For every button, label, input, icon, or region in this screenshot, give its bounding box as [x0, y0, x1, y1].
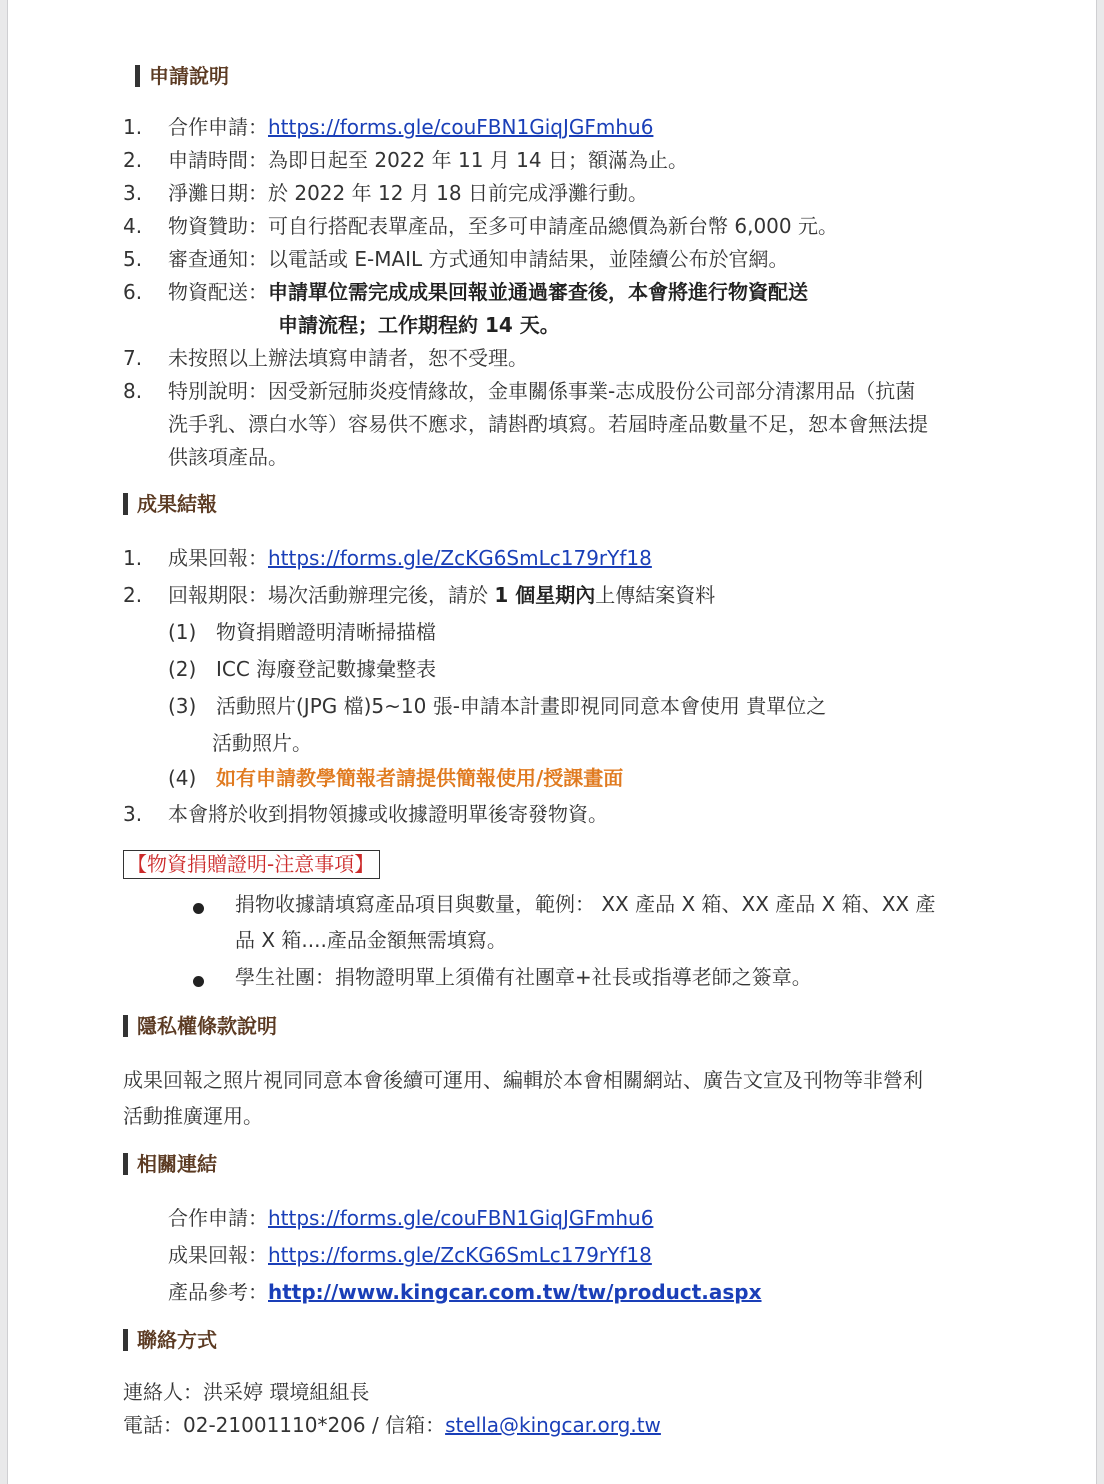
item-number: 5.: [123, 247, 143, 271]
paragraph-text: 活動推廣運用。: [123, 1104, 263, 1128]
report-form-link[interactable]: https://forms.gle/ZcKG6SmLc179rYf18: [268, 546, 652, 570]
heading-text: 隱私權條款說明: [137, 1014, 277, 1038]
heading-text: 成果結報: [137, 492, 217, 516]
sub-item-text: 活動照片。: [212, 731, 312, 755]
item-number: 3.: [123, 181, 143, 205]
list-item-text: 申請時間：為即日起至 2022 年 11 月 14 日；額滿為止。: [168, 148, 688, 172]
contact-line: [123, 1415, 661, 1435]
bold-text: 申請流程；工作期程約 14 天。: [278, 313, 560, 337]
item-number: 2.: [123, 583, 143, 607]
bullet-text: 捐物收據請填寫產品項目與數量，範例： XX 產品 X 箱、XX 產品 X 箱、XX 產: [235, 892, 936, 916]
heading-bar-icon: [135, 65, 140, 87]
list-item-text: 審查通知：以電話或 E-MAIL 方式通知申請結果，並陸續公布於官網。: [168, 247, 789, 271]
section-heading-apply: [135, 65, 229, 87]
sub-item-text: 活動照片(JPG 檔)5~10 張-申請本計畫即視同同意本會使用 貴單位之: [216, 694, 827, 718]
heading-bar-icon: [123, 1329, 128, 1351]
notice-title-box: 【物資捐贈證明-注意事項】: [123, 850, 380, 879]
section-heading-privacy: [123, 1015, 277, 1037]
item-text: 回報期限：場次活動辦理完後，請於: [168, 583, 495, 607]
list-item: [123, 117, 149, 137]
item-label: 物資配送：: [168, 280, 268, 304]
sub-item-number: (2): [168, 657, 197, 681]
sub-item-text: ICC 海廢登記數據彙整表: [216, 657, 437, 681]
link-row: [168, 1208, 653, 1228]
contact-email-link[interactable]: stella@kingcar.org.tw: [445, 1413, 661, 1437]
sub-item-number: (4): [168, 766, 197, 790]
heading-bar-icon: [123, 1153, 128, 1175]
heading-text: 申請說明: [149, 64, 229, 88]
report-form-link[interactable]: https://forms.gle/ZcKG6SmLc179rYf18: [268, 1243, 652, 1267]
link-label: 產品參考：: [168, 1280, 268, 1304]
link-label: 合作申請：: [168, 1206, 268, 1230]
section-heading-links: [123, 1153, 217, 1175]
item-number: 4.: [123, 214, 143, 238]
bullet-text: 品 X 箱....產品金額無需填寫。: [235, 928, 507, 952]
apply-form-link[interactable]: https://forms.gle/couFBN1GiqJGFmhu6: [268, 1206, 654, 1230]
item-label: 合作申請：: [168, 115, 268, 139]
bold-text: 申請單位需完成成果回報並通過審查後，本會將進行物資配送: [268, 280, 808, 304]
list-item-content: [168, 117, 653, 137]
bullet-text: 學生社團：捐物證明單上須備有社團章+社長或指導老師之簽章。: [235, 965, 812, 989]
link-row: [168, 1245, 652, 1265]
product-reference-link[interactable]: http://www.kingcar.com.tw/tw/product.aspx: [268, 1280, 762, 1304]
contact-phone: 電話：02-21001110*206 / 信箱：: [123, 1413, 446, 1437]
sub-item-number: (3): [168, 694, 197, 718]
section-heading-contact: [123, 1329, 217, 1351]
sub-item-number: (1): [168, 620, 197, 644]
bullet-icon: [193, 970, 204, 990]
heading-bar-icon: [123, 493, 128, 515]
heading-text: 相關連結: [137, 1152, 217, 1176]
bold-text: 1 個星期內: [494, 583, 596, 607]
item-number: 8.: [123, 379, 143, 403]
list-item-text: 未按照以上辦法填寫申請者，恕不受理。: [168, 346, 528, 370]
paragraph-text: 成果回報之照片視同同意本會後續可運用、編輯於本會相關網站、廣告文宣及刊物等非營利: [123, 1068, 923, 1092]
item-number: 6.: [123, 280, 143, 304]
sub-item-text: 物資捐贈證明清晰掃描檔: [216, 620, 436, 644]
heading-bar-icon: [123, 1015, 128, 1037]
link-label: 成果回報：: [168, 1243, 268, 1267]
heading-text: 聯絡方式: [137, 1328, 217, 1352]
list-item-text: 物資贊助：可自行搭配表單產品，至多可申請產品總價為新台幣 6,000 元。: [168, 214, 838, 238]
link-row: [168, 1282, 762, 1302]
bullet-icon: [193, 897, 204, 917]
list-item-content: [168, 585, 715, 605]
section-heading-report: [123, 493, 217, 515]
list-item-content: [168, 282, 808, 302]
item-number: 3.: [123, 802, 143, 826]
list-item-text: 特別說明：因受新冠肺炎疫情緣故，金車關係事業-志成股份公司部分清潔用品（抗菌: [168, 379, 916, 403]
item-label: 成果回報：: [168, 546, 268, 570]
list-item-text: 供該項產品。: [168, 445, 288, 469]
list-item-text: 淨灘日期：於 2022 年 12 月 18 日前完成淨灘行動。: [168, 181, 648, 205]
item-number: 7.: [123, 346, 143, 370]
item-number: 2.: [123, 148, 143, 172]
list-item-text: 洗手乳、漂白水等）容易供不應求，請斟酌填寫。若屆時產品數量不足，恕本會無法提: [168, 412, 928, 436]
item-number: 1.: [123, 546, 143, 570]
item-number: 1.: [123, 115, 143, 139]
list-item-text: 本會將於收到捐物領據或收據證明單後寄發物資。: [168, 802, 608, 826]
apply-form-link[interactable]: https://forms.gle/couFBN1GiqJGFmhu6: [268, 115, 654, 139]
contact-person: 連絡人：洪采婷 環境組組長: [123, 1380, 370, 1404]
highlight-text: 如有申請教學簡報者請提供簡報使用/授課畫面: [216, 766, 624, 790]
item-text: 上傳結案資料: [595, 583, 716, 607]
list-item-content: [168, 548, 652, 568]
